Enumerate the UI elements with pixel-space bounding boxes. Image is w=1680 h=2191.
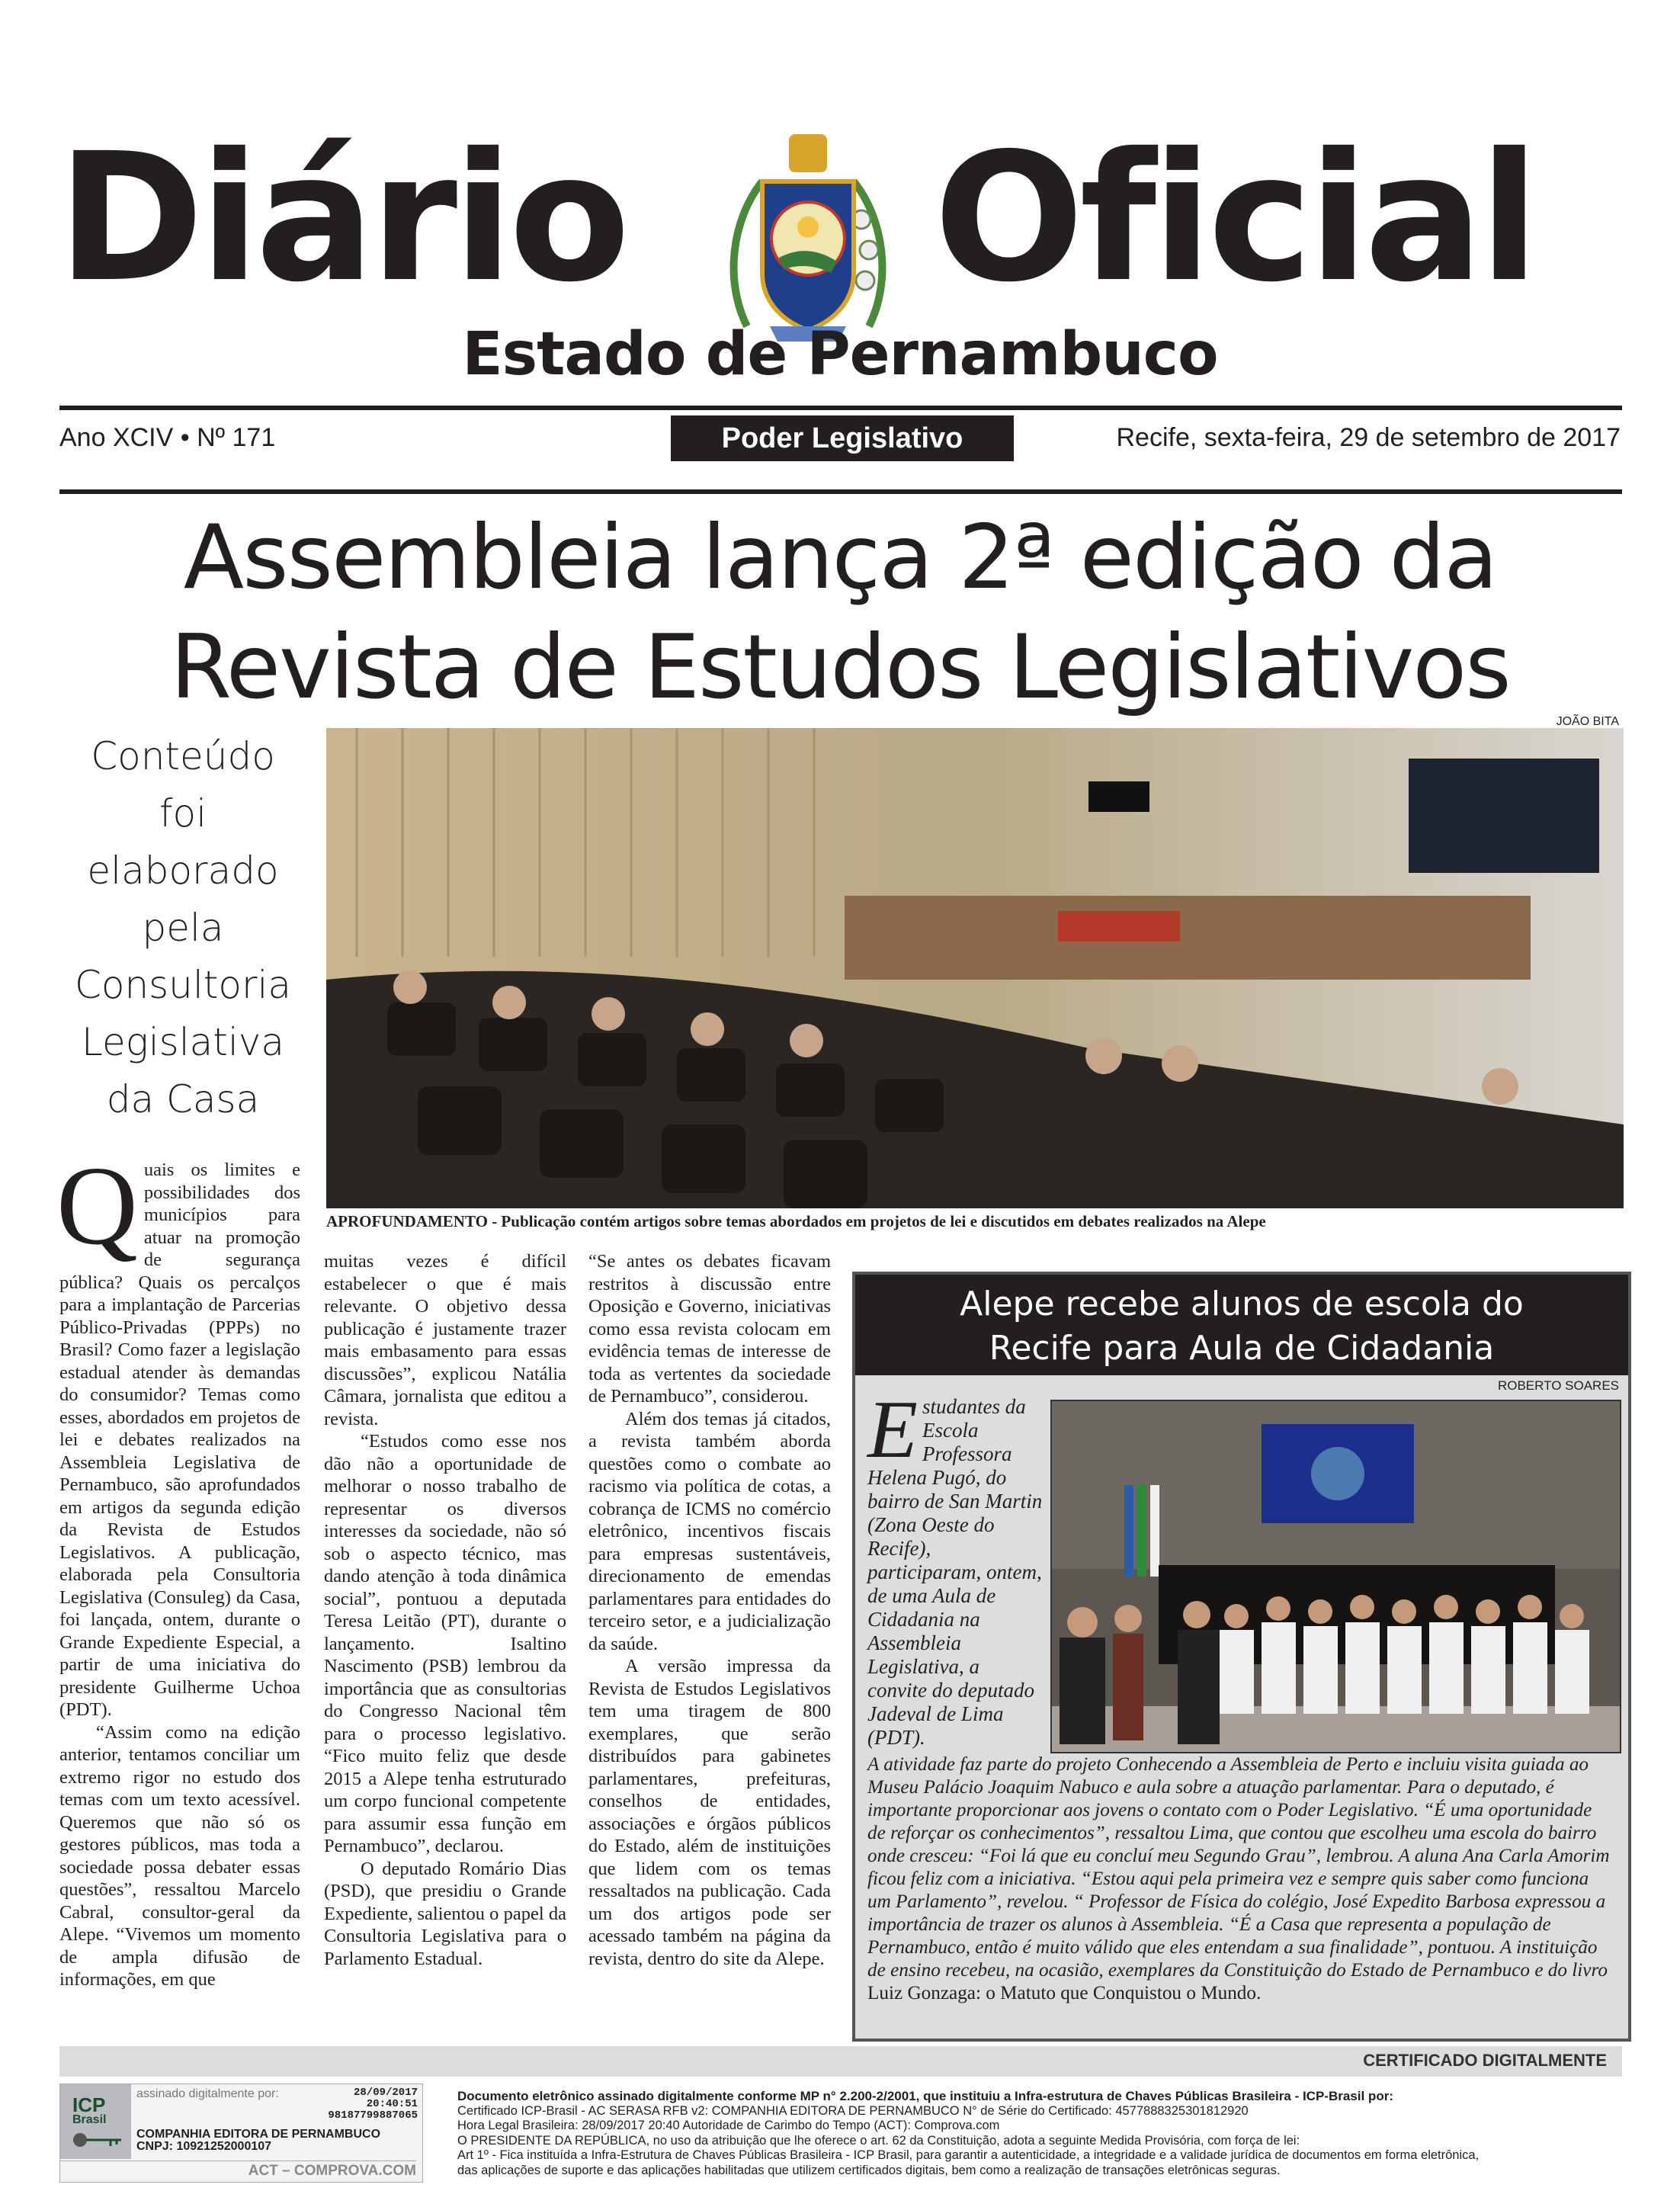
masthead-rule-bottom [59,489,1622,494]
certification-text [457,2089,1631,2178]
certified-bar [59,2046,1622,2077]
company-cnpj: CNPJ: 10921252000107 [136,2140,272,2153]
section-badge: Poder Legislativo [671,415,1014,461]
sidebar-body [867,1753,1614,2005]
sidebar-headline-line-1: Alepe recebe alunos de escola do [960,1285,1524,1323]
icp-logo-subtext: Brasil [72,2113,107,2126]
key-icon [71,2128,124,2151]
masthead-subtitle: Estado de Pernambuco [462,320,1218,389]
certified-label: CERTIFICADO DIGITALMENTE [1363,2051,1607,2070]
paragraph: “Estudos como esse nos dão não a oportunidade de melhorar o nosso trabalho de representar os diversos interesses da sociedade, não só sob o aspecto técnico, mas dando atenção à toda dinâmica social”, pontuou a deputada Teresa Leitão (PT), durante o lançamento. Isaltino Nascimento (PSB) lembrou da importância que as consultorias do Congresso Nacional têm para o processo legislativo. “Fico muito feliz que desde 2015 a Alepe tenha estruturado um corpo funcional competente para assumir essa função em Pernambuco”, declarou. [324,1431,566,1856]
deck-line: Conteúdo [91,734,275,778]
sidebar-lead [867,1384,1043,1750]
main-headline [0,503,1680,723]
cert-line: Documento eletrônico assinado digitalmente conforme MP n° 2.200-2/2001, que instituiu a Infra-estrutura de Chaves Públicas Brasileira - ICP-Brasil por: [457,2089,1393,2103]
pernambuco-coat-of-arms-icon [717,128,899,349]
article-column-3 [588,1250,831,1970]
paragraph: A versão impressa da Revista de Estudos Legislativos tem uma tiragem de 800 exemplares, que serão distribuídos para gabinetes parlamentares, prefeituras, conselhos de entidades, associações e órgãos públicos do Estado, além de instituições que lidem com os temas ressaltados na publicação. Cada um dos artigos pode ser acessado também na página da revista, dentro do site da Alepe. [588,1656,831,1969]
icp-brasil-logo [60,2084,131,2159]
sidebar-headline-line-2: Recife para Aula de Cidadania [989,1329,1495,1368]
paragraph: uais os limites e possibilidades dos municípios para atuar na promoção de segurança pública? Quais os percalços para a implantação de Parcerias Público-Privadas (PPPs) no Brasil? Como fazer a legislação estadual atender às demandas do consumidor? Temas como esses, abordados em projetos de lei e debates realizados na Assembleia Legislativa de Pernambuco, são aprofundados em artigos da segunda edição da Revista de Estudos Legislativos. A publicação, elaborada pela Consultoria Legislativa (Consuleg) da Casa, foi lançada, ontem, durante o Grande Expediente Especial, a partir de uma iniciativa do presidente Guilherme Uchoa (PDT). [59,1160,300,1720]
masthead-title-left: Diário [57,115,626,321]
students-group-photo [1050,1400,1621,1753]
sidebar-article-box [852,1272,1631,2042]
issue-number: Ano XCIV • Nº 171 [59,423,276,452]
headline-line-2: Revista de Estudos Legislativos [170,616,1510,719]
book-title: Luiz Gonzaga: o Matuto que Conquistou o Mundo. [867,1983,1262,2003]
drop-cap: Q [56,1144,138,1269]
signature-time: 20:40:51 [366,2098,418,2110]
drop-cap: E [867,1384,918,1475]
deck-line: pela [142,906,224,950]
paragraph: Além dos temas já citados, a revista também aborda questões como o combate ao racismo via política de cotas, a cobrança de ICMS no comércio eletrônico, incentivos fiscais para empresas sustentáveis, direcionamento de emendas parlamentares para entidades do terceiro setor, e a judicialização da saúde. [588,1408,831,1654]
cert-line: Hora Legal Brasileira: 28/09/2017 20:40 Autoridade de Carimbo do Tempo (ACT): Comprova.com [457,2119,1000,2132]
article-column-2 [324,1250,566,1970]
photo-credit: JOÃO BITA [1556,715,1619,728]
deck-line: Legislativa [82,1020,284,1064]
deck-line: Consultoria [74,963,292,1007]
article-deck [53,728,313,1128]
paragraph: “Assim como na edição anterior, tentamos conciliar um extremo rigor no estudo dos temas com um texto acessível. Queremos que não só os gestores públicos, mas toda a sociedade possa debater essas questões”, ressaltou Marcelo Cabral, consultor-geral da Alepe. “Vivemos um momento de ampla difusão de informações, em que [59,1721,300,1990]
deck-line: da Casa [106,1077,260,1121]
headline-line-1: Assembleia lança 2ª edição da [183,506,1497,609]
cert-line: Art 1º - Fica instituída a Infra-Estrutura de Chaves Públicas Brasileira - ICP Brasil, para garantir a autenticidade, a integridade e a validade jurídica de documentos em forma eletrônica, [457,2148,1480,2162]
cert-line: das aplicações de suporte e das aplicações habilitadas que utilizem certificados digitais, bem como a realização de transações eletrônicas seguras. [457,2163,1281,2177]
sidebar-headline [855,1275,1628,1375]
sidebar-body-text: A atividade faz parte do projeto Conhecendo a Assembleia de Perto e incluiu visita guiada ao Museu Palácio Joaquim Nabuco e aula sobre a atuação parlamentar. Para o deputado, é importante proporcionar aos jovens o contato com o Poder Legislativo. “É uma oportunidade de reforçar os conhecimentos”, ressaltou Lima, que contou que escolheu uma escola do bairro onde cresceu: “Foi lá que eu concluí meu Segundo Grau”, lembrou. A aluna Ana Carla Amorim ficou feliz com a iniciativa. “Estou aqui pela primeira vez e sempre quis saber como funciona um Parlamento”, revelou. “ Professor de Física do colégio, José Expedito Barbosa expressou a importância de trazer os alunos à Assembleia. “É a Casa que representa a população de Pernambuco, então é muito válido que eles entendam a sua finalidade”, pontuou. A instituição de ensino recebeu, na ocasião, exemplares da Constituição do Estado de Pernambuco e do livro [867,1754,1610,1981]
plenary-photo [326,728,1624,1208]
dateline: Recife, sexta-feira, 29 de setembro de 2017 [1116,423,1621,452]
signed-by-label: assinado digitalmente por: [136,2087,279,2100]
icp-logo-text: ICP [72,2093,106,2116]
paragraph: “Se antes os debates ficavam restritos à discussão entre Oposição e Governo, iniciativas como essa revista colocam em evidência temas de interesse de toda as vertentes da sociedade de Pernambuco”, considerou. [588,1251,831,1407]
masthead-rule-top [59,406,1622,410]
sidebar-lead-text: studantes da Escola Professora Helena Pugó, do bairro de San Martin (Zona Oeste do Recife), participaram, ontem, de uma Aula de Cidadania na Assembleia Legislativa, a convite do deputado Jadeval de Lima (PDT). [867,1395,1043,1749]
act-comprova: ACT – COMPROVA.COM [60,2161,416,2180]
masthead-title-right: Oficial [934,115,1535,321]
paragraph: O deputado Romário Dias (PSD), que presidiu o Grande Expediente, salientou o papel da Consultoria Legislativa para o Parlamento Estadual. [324,1858,566,1969]
photo-caption: APROFUNDAMENTO - Publicação contém artigos sobre temas abordados em projetos de lei e discutidos em debates realizados na Alepe [326,1212,1266,1230]
signer-company [136,2128,380,2153]
signature-timestamp [328,2087,418,2122]
deck-line: foi [159,791,207,836]
signature-date: 28/09/2017 [353,2087,418,2099]
article-column-1 [56,1144,300,1991]
cert-line: Certificado ICP-Brasil - AC SERASA RFB v2: COMPANHIA EDITORA DE PERNAMBUCO N° de Série do Certificado: 4577888325301812920 [457,2103,1249,2118]
sidebar-photo-credit: ROBERTO SOARES [1497,1378,1619,1393]
paragraph: muitas vezes é difícil estabelecer o que é mais relevante. O objetivo dessa publicação é justamente trazer mais embasamento para essas discussões”, explicou Natália Câmara, jornalista que editou a revista. [324,1251,566,1429]
signature-serial: 98187799887065 [328,2109,418,2122]
digital-signature-stamp [59,2084,423,2183]
cert-line: O PRESIDENTE DA REPÚBLICA, no uso da atribuição que lhe oferece o art. 62 da Constituição, adota a seguinte Medida Provisória, com força de lei: [457,2133,1300,2148]
company-name: COMPANHIA EDITORA DE PERNAMBUCO [136,2128,381,2141]
deck-line: elaborado [87,848,279,893]
